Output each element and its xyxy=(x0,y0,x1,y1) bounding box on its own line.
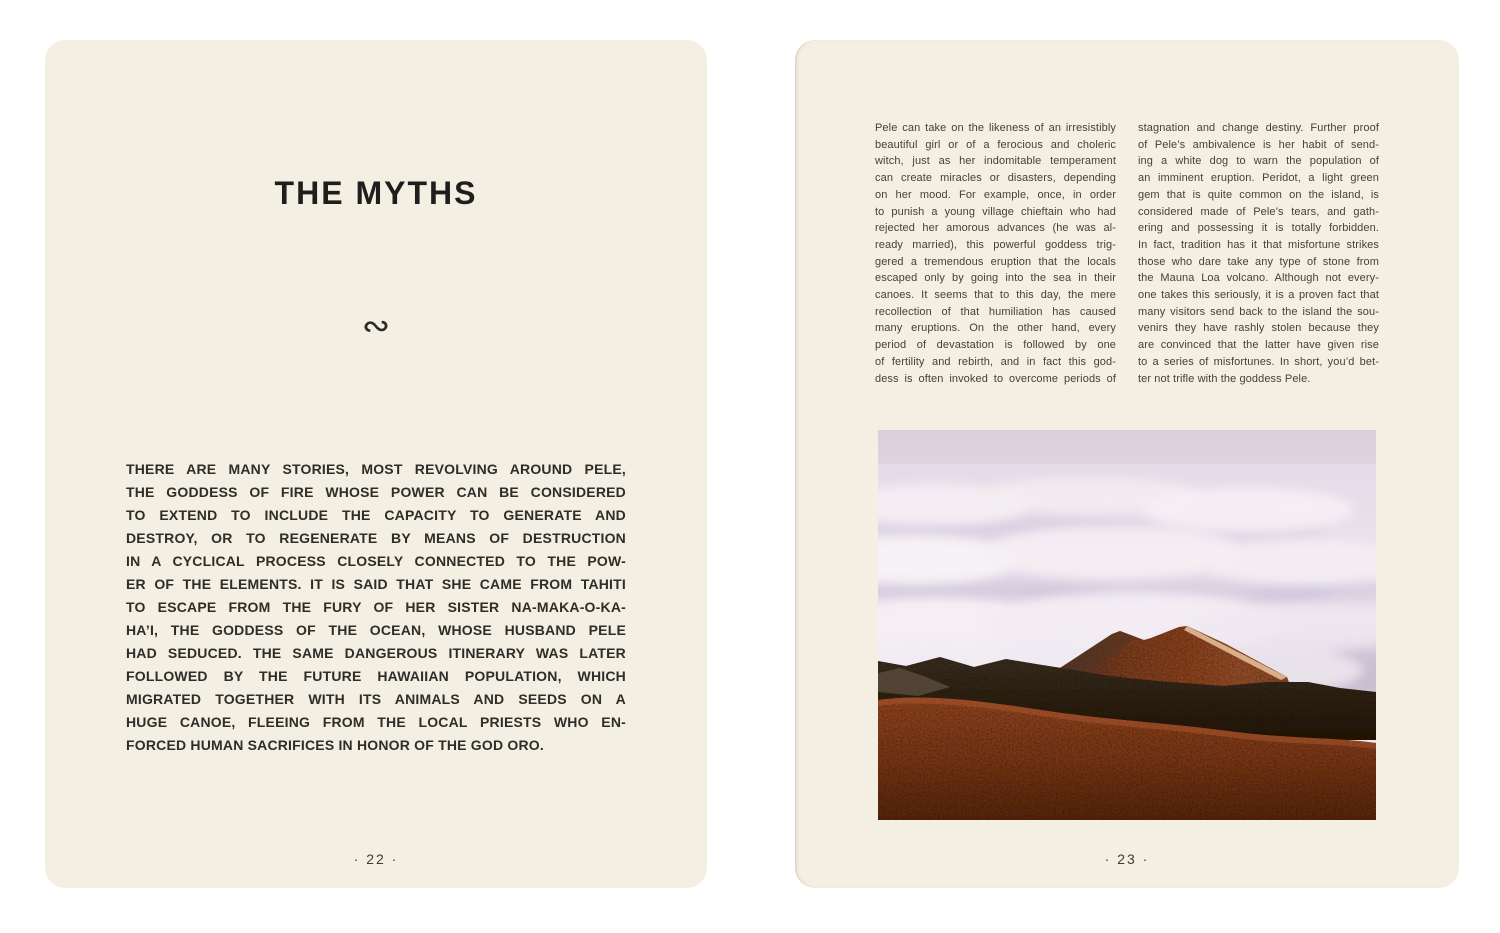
body-column-1 xyxy=(875,120,1116,387)
text-line: those who dare take any type of stone from xyxy=(1138,255,1379,268)
text-line: FORCED HUMAN SACRIFICES IN HONOR OF THE GOD ORO. xyxy=(126,737,544,753)
text-line: period of devastation is followed by one xyxy=(875,339,1116,352)
intro-paragraph xyxy=(126,458,626,757)
body-column-2 xyxy=(1138,120,1379,387)
text-line: many eruptions. On the other hand, every xyxy=(875,322,1116,335)
text-line: on her mood. For example, once, in order xyxy=(875,188,1116,201)
text-line: THE GODDESS OF FIRE WHOSE POWER CAN BE CONSIDERED xyxy=(126,484,626,500)
page-left xyxy=(45,40,707,888)
text-line: FOLLOWED BY THE FUTURE HAWAIIAN POPULATION, WHICH xyxy=(126,668,626,684)
text-line: THERE ARE MANY STORIES, MOST REVOLVING AROUND PELE, xyxy=(126,461,626,477)
flourish-ornament-icon: ∾ xyxy=(361,306,391,346)
page-right xyxy=(795,40,1459,888)
text-line: witch, just as her indomitable temperament xyxy=(875,155,1116,168)
text-line: escaped only by going into the sea in their xyxy=(875,272,1116,285)
text-line: IN A CYCLICAL PROCESS CLOSELY CONNECTED TO THE POW- xyxy=(126,553,626,569)
text-line: HAD SEDUCED. THE SAME DANGEROUS ITINERARY WAS LATER xyxy=(126,645,626,661)
text-line: to punish a young village chieftain who had xyxy=(875,205,1116,218)
text-line: can create miracles or disasters, depending xyxy=(875,172,1116,185)
text-line: DESTROY, OR TO REGENERATE BY MEANS OF DESTRUCTION xyxy=(126,530,626,546)
text-line: to a series of misfortunes. In short, you’d bet- xyxy=(1138,355,1379,368)
text-line: gem that is quite common on the island, is xyxy=(1138,188,1379,201)
text-line: ready married), this powerful goddess trig- xyxy=(875,238,1116,251)
page-number-left: · 22 · xyxy=(353,851,399,867)
page-number-right: · 23 · xyxy=(1104,851,1150,867)
text-line: an imminent eruption. Peridot, a light green xyxy=(1138,172,1379,185)
text-line: the Mauna Loa volcano. Although not every- xyxy=(1138,272,1379,285)
text-line: stagnation and change destiny. Further proof xyxy=(1138,122,1379,134)
text-line: Pele can take on the likeness of an irresistibly xyxy=(875,122,1116,134)
volcano-photo xyxy=(878,430,1376,820)
text-line: ER OF THE ELEMENTS. IT IS SAID THAT SHE CAME FROM TAHITI xyxy=(126,576,626,592)
text-line: ering and possessing it is totally forbidden. xyxy=(1138,222,1379,235)
body-columns xyxy=(795,40,1459,387)
text-line: gered a tremendous eruption that the locals xyxy=(875,255,1116,268)
text-line: TO ESCAPE FROM THE FURY OF HER SISTER NA-MAKA-O-KA- xyxy=(126,599,626,615)
text-line: of fertility and rebirth, and in fact this god- xyxy=(875,355,1116,368)
text-line: HA’I, THE GODDESS OF THE OCEAN, WHOSE HUSBAND PELE xyxy=(126,622,626,638)
text-line: many visitors send back to the island the sou- xyxy=(1138,305,1379,318)
text-line: beautiful girl or of a ferocious and choleric xyxy=(875,138,1116,151)
text-line: MIGRATED TOGETHER WITH ITS ANIMALS AND SEEDS ON A xyxy=(126,691,626,707)
text-line: dess is often invoked to overcome periods of xyxy=(875,372,1116,385)
chapter-title: THE MYTHS xyxy=(274,175,478,211)
text-line: In fact, tradition has it that misfortune strikes xyxy=(1138,238,1379,251)
text-line: considered made of Pele’s tears, and gath- xyxy=(1138,205,1379,218)
text-line: canoes. It seems that to this day, the mere xyxy=(875,289,1116,302)
text-line: ing a white dog to warn the population of xyxy=(1138,155,1379,168)
text-line: of Pele’s ambivalence is her habit of send- xyxy=(1138,138,1379,151)
text-line: recollection of that humiliation has caused xyxy=(875,305,1116,318)
text-line: ter not trifle with the goddess Pele. xyxy=(1138,372,1311,385)
text-line: one takes this seriously, it is a proven fact that xyxy=(1138,289,1379,302)
text-line: rejected her amorous advances (he was al- xyxy=(875,222,1116,235)
text-line: venirs they have rashly stolen because they xyxy=(1138,322,1379,335)
text-line: are convinced that the latter have given rise xyxy=(1138,339,1379,352)
text-line: TO EXTEND TO INCLUDE THE CAPACITY TO GENERATE AND xyxy=(126,507,626,523)
text-line: HUGE CANOE, FLEEING FROM THE LOCAL PRIESTS WHO EN- xyxy=(126,714,626,730)
volcano-photo-art xyxy=(878,430,1376,820)
